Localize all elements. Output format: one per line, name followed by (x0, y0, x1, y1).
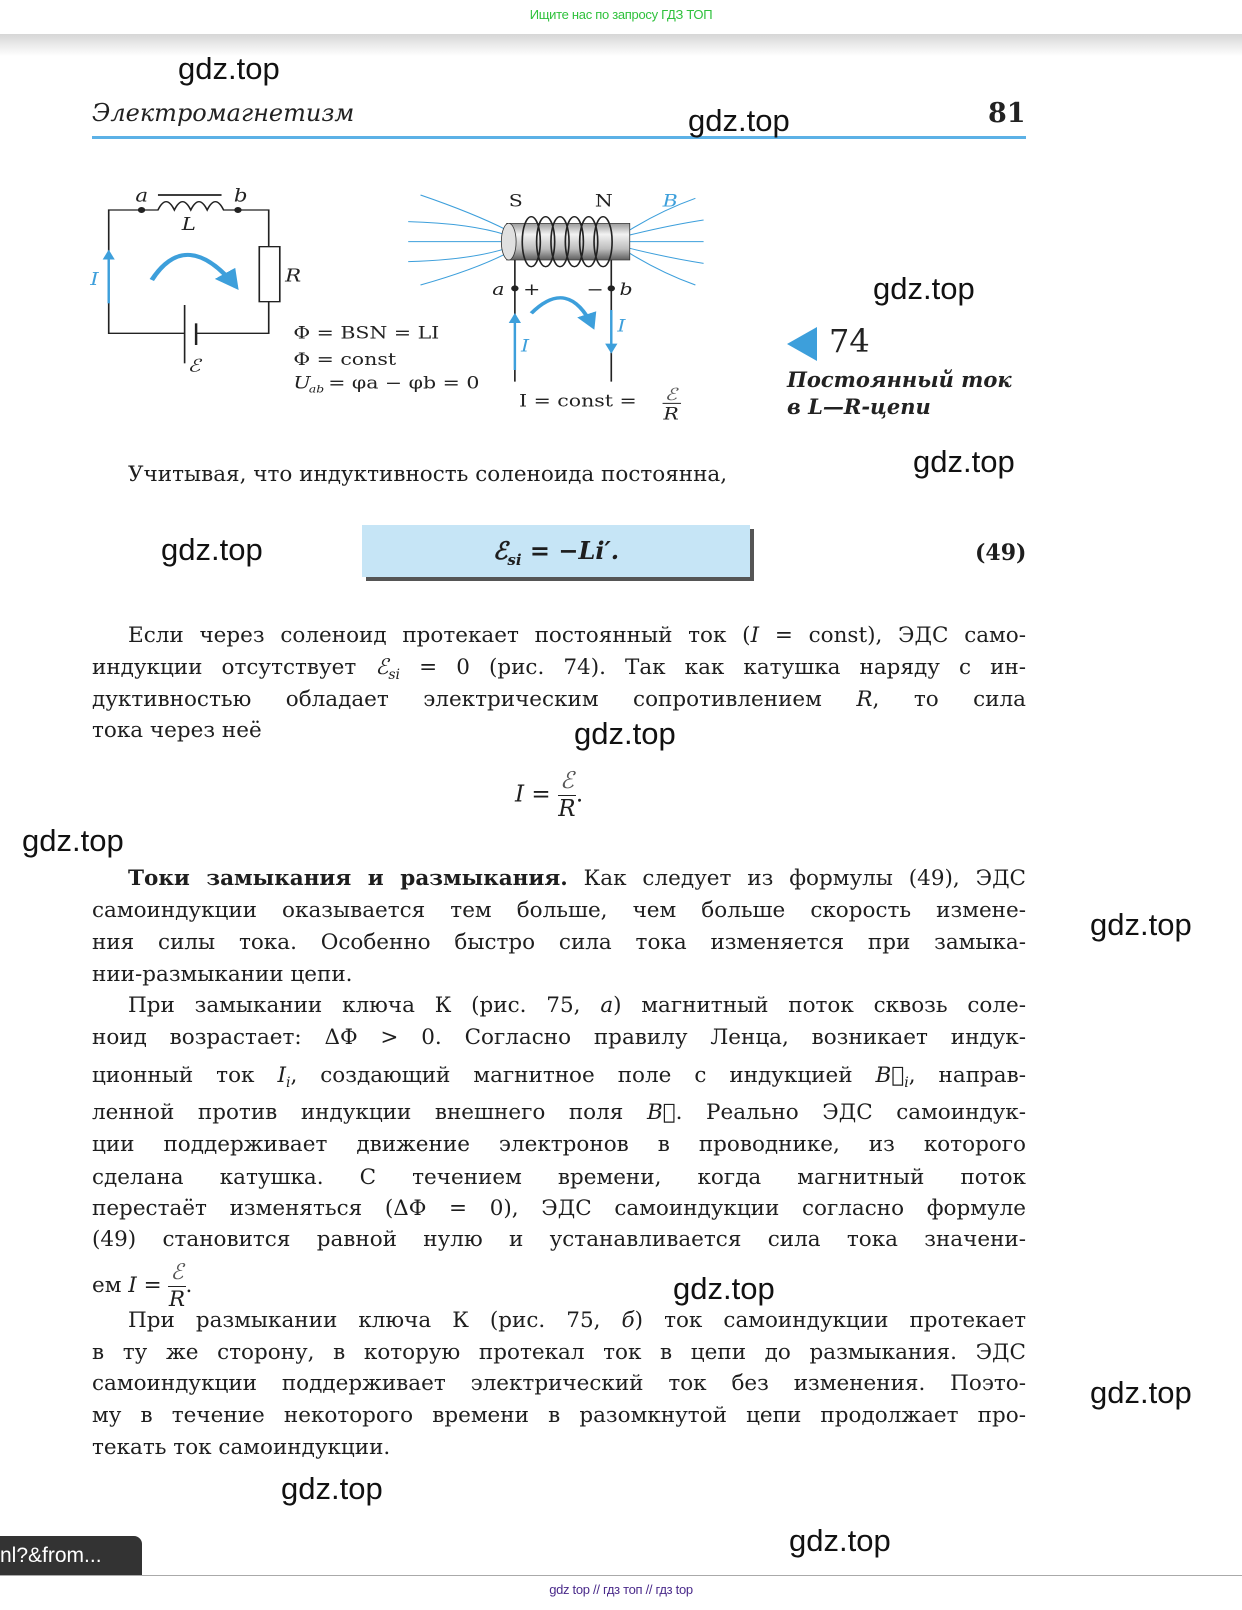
para3-line (92, 1224, 1026, 1256)
watermark: gdz.top (789, 1523, 891, 1558)
para1-line (92, 652, 1026, 684)
text-run: ) магнитный поток сквозь соле- (613, 993, 1026, 1018)
watermark: gdz.top (22, 823, 124, 858)
inductor-coil (142, 202, 238, 210)
current-formula: I = $\frac{\text{ℰ}}{R}$ . (515, 768, 584, 822)
math-symbol: б (621, 1308, 635, 1333)
svg-text:a: a (135, 185, 149, 207)
svg-text:b: b (619, 280, 633, 300)
svg-text:R: R (285, 265, 302, 287)
page-number: 81 (988, 98, 1026, 129)
header-divider (92, 136, 1026, 139)
subscript: i (285, 1075, 291, 1091)
text-run: ции поддерживает движение электронов в проводнике, из которого (92, 1132, 1026, 1157)
text-run: . Реально ЭДС самоиндук- (675, 1100, 1027, 1125)
text-run: в ту же сторону, в которую протекал ток в цепи до размыкания. ЭДС (92, 1340, 1026, 1365)
para4-line (92, 1368, 1026, 1400)
svg-text:−: − (586, 280, 604, 300)
math-symbol: а (600, 993, 614, 1018)
svg-text:I: I (521, 337, 530, 357)
svg-text:ℰ: ℰ (187, 355, 201, 377)
top-banner (0, 0, 1242, 34)
text-run: текать ток самоиндукции. (92, 1435, 391, 1460)
watermark: gdz.top (178, 51, 280, 86)
math-symbol: ℰ (375, 655, 389, 680)
para3-line (92, 1097, 1026, 1129)
math-symbol: B⃗ (646, 1100, 676, 1125)
figure-caption-line1: Постоянный ток (787, 367, 1012, 392)
para1-line (128, 620, 1026, 652)
svg-text:b: b (233, 185, 248, 207)
para4-line (92, 1337, 1026, 1369)
text-run: = const), ЭДС само- (759, 623, 1026, 648)
svg-text:B: B (662, 192, 678, 212)
text-run: ноид возрастает: ΔΦ > 0. Согласно правилу Ленца, возникает индук- (92, 1025, 1026, 1050)
text-run: ленной против индукции внешнего поля (92, 1100, 647, 1125)
svg-text:R: R (663, 405, 679, 424)
watermark: gdz.top (688, 103, 790, 138)
para4-line (128, 1305, 1026, 1337)
para3-line (92, 1162, 1026, 1194)
para2-line (92, 927, 1026, 959)
svg-text:U: U (293, 374, 311, 393)
text-run: индукции отсутствует (92, 655, 376, 680)
para1-line (92, 715, 1026, 747)
svg-text:L: L (181, 213, 196, 235)
para3-line (92, 1060, 1026, 1092)
svg-text:I: I (90, 268, 99, 290)
text-run: самоиндукции поддерживает электрический ток без изменения. Поэто- (92, 1371, 1026, 1396)
text-run: перестаёт изменяться (ΔΦ = 0), ЭДС самоиндукции согласно формуле (92, 1196, 1026, 1221)
svg-text:ℰ: ℰ (664, 385, 678, 405)
subscript: i (904, 1075, 909, 1091)
watermark: gdz.top (873, 271, 975, 306)
para3-line (128, 990, 1026, 1022)
svg-text:Φ = const: Φ = const (293, 350, 397, 370)
svg-text:I: I (617, 317, 626, 337)
footer-links[interactable]: gdz top // гдз топ // гдз top (549, 1582, 693, 1597)
text-run: Если через соленоид протекает постоянный ток ( (128, 623, 751, 648)
math-symbol: I (277, 1063, 286, 1088)
watermark: gdz.top (673, 1271, 775, 1306)
curved-arrow (152, 255, 236, 287)
figure-74-diagram (80, 170, 720, 430)
svg-text:ab: ab (308, 383, 325, 396)
svg-text:+: + (523, 280, 541, 300)
equation-number: (49) (975, 540, 1027, 566)
text-run: Как следует из формулы (49), ЭДС (567, 866, 1027, 891)
figure-caption-line2: в L—R-цепи (787, 394, 931, 419)
watermark: gdz.top (574, 716, 676, 751)
bold-heading: Токи замыкания и размыкания. (128, 866, 568, 891)
formula-i-const: I = const = (518, 392, 637, 412)
para1-line (92, 684, 1026, 716)
text-run: , направ- (908, 1063, 1026, 1088)
para2-line (92, 959, 1026, 991)
para4-line (92, 1432, 1026, 1464)
text-run: = 0 (рис. 74). Так как катушка наряду с ин- (400, 655, 1026, 680)
text-run: ) ток самоиндукции протекает (634, 1308, 1026, 1333)
text-run: дуктивностью обладает электрическим сопротивлением (92, 687, 857, 712)
text-run: ния силы тока. Особенно быстро сила тока изменяется при замыка- (92, 930, 1026, 955)
text-run: При размыкании ключа К (рис. 75, (128, 1308, 622, 1333)
text-run: му в течение некоторого времени в разомкнутой цепи продолжает про- (92, 1403, 1026, 1428)
math-symbol: B⃗ (875, 1063, 905, 1088)
text-run: тока через неё (92, 718, 262, 743)
subscript: si (388, 667, 401, 683)
para3-line (92, 1022, 1026, 1054)
svg-text:S: S (508, 192, 523, 212)
svg-text:= φa − φb = 0: = φa − φb = 0 (328, 374, 480, 393)
para3-line (92, 1129, 1026, 1161)
watermark: gdz.top (1090, 907, 1192, 942)
text-run: ционный ток (92, 1063, 278, 1088)
text-run: сделана катушка. С течением времени, когда магнитный поток (92, 1165, 1026, 1190)
resistor (259, 247, 280, 302)
text-run: При замыкании ключа К (рис. 75, (128, 993, 601, 1018)
para3-line (92, 1193, 1026, 1225)
text-run: , создающий магнитное поле с индукцией (290, 1063, 876, 1088)
intro-text: Учитывая, что индуктивность соленоида постоянна, (128, 462, 728, 487)
watermark: gdz.top (281, 1471, 383, 1506)
svg-text:N: N (594, 192, 613, 212)
math-symbol: R (856, 687, 873, 712)
para2-line (92, 895, 1026, 927)
math-symbol: I (750, 623, 760, 648)
formula-49-box: ℰ$_{si}$ = −Li′. (362, 525, 750, 577)
text-run: (49) становится равной нулю и устанавливается сила тока значени- (92, 1227, 1026, 1252)
triangle-marker-icon (787, 327, 817, 361)
chapter-title: Электромагнетизм (92, 99, 355, 127)
svg-text:a: a (492, 280, 505, 300)
text-run: нии-размыкании цепи. (92, 962, 353, 987)
watermark: gdz.top (1090, 1375, 1192, 1410)
url-tooltip: nl?&from... (0, 1536, 142, 1575)
watermark: gdz.top (161, 532, 263, 567)
text-run: , то сила (872, 687, 1026, 712)
para4-line (92, 1400, 1026, 1432)
watermark: gdz.top (913, 444, 1015, 479)
para2-line (128, 863, 1026, 895)
current-value-formula: ем I = $\frac{\text{ℰ}}{R}$ . (92, 1260, 193, 1312)
text-run: самоиндукции оказывается тем больше, чем больше скорость измене- (92, 898, 1026, 923)
footer-divider (0, 1575, 1242, 1576)
svg-text:Φ = BSN = LI: Φ = BSN = LI (293, 324, 440, 343)
banner-text: Ищите нас по запросу ГДЗ ТОП (529, 7, 713, 22)
